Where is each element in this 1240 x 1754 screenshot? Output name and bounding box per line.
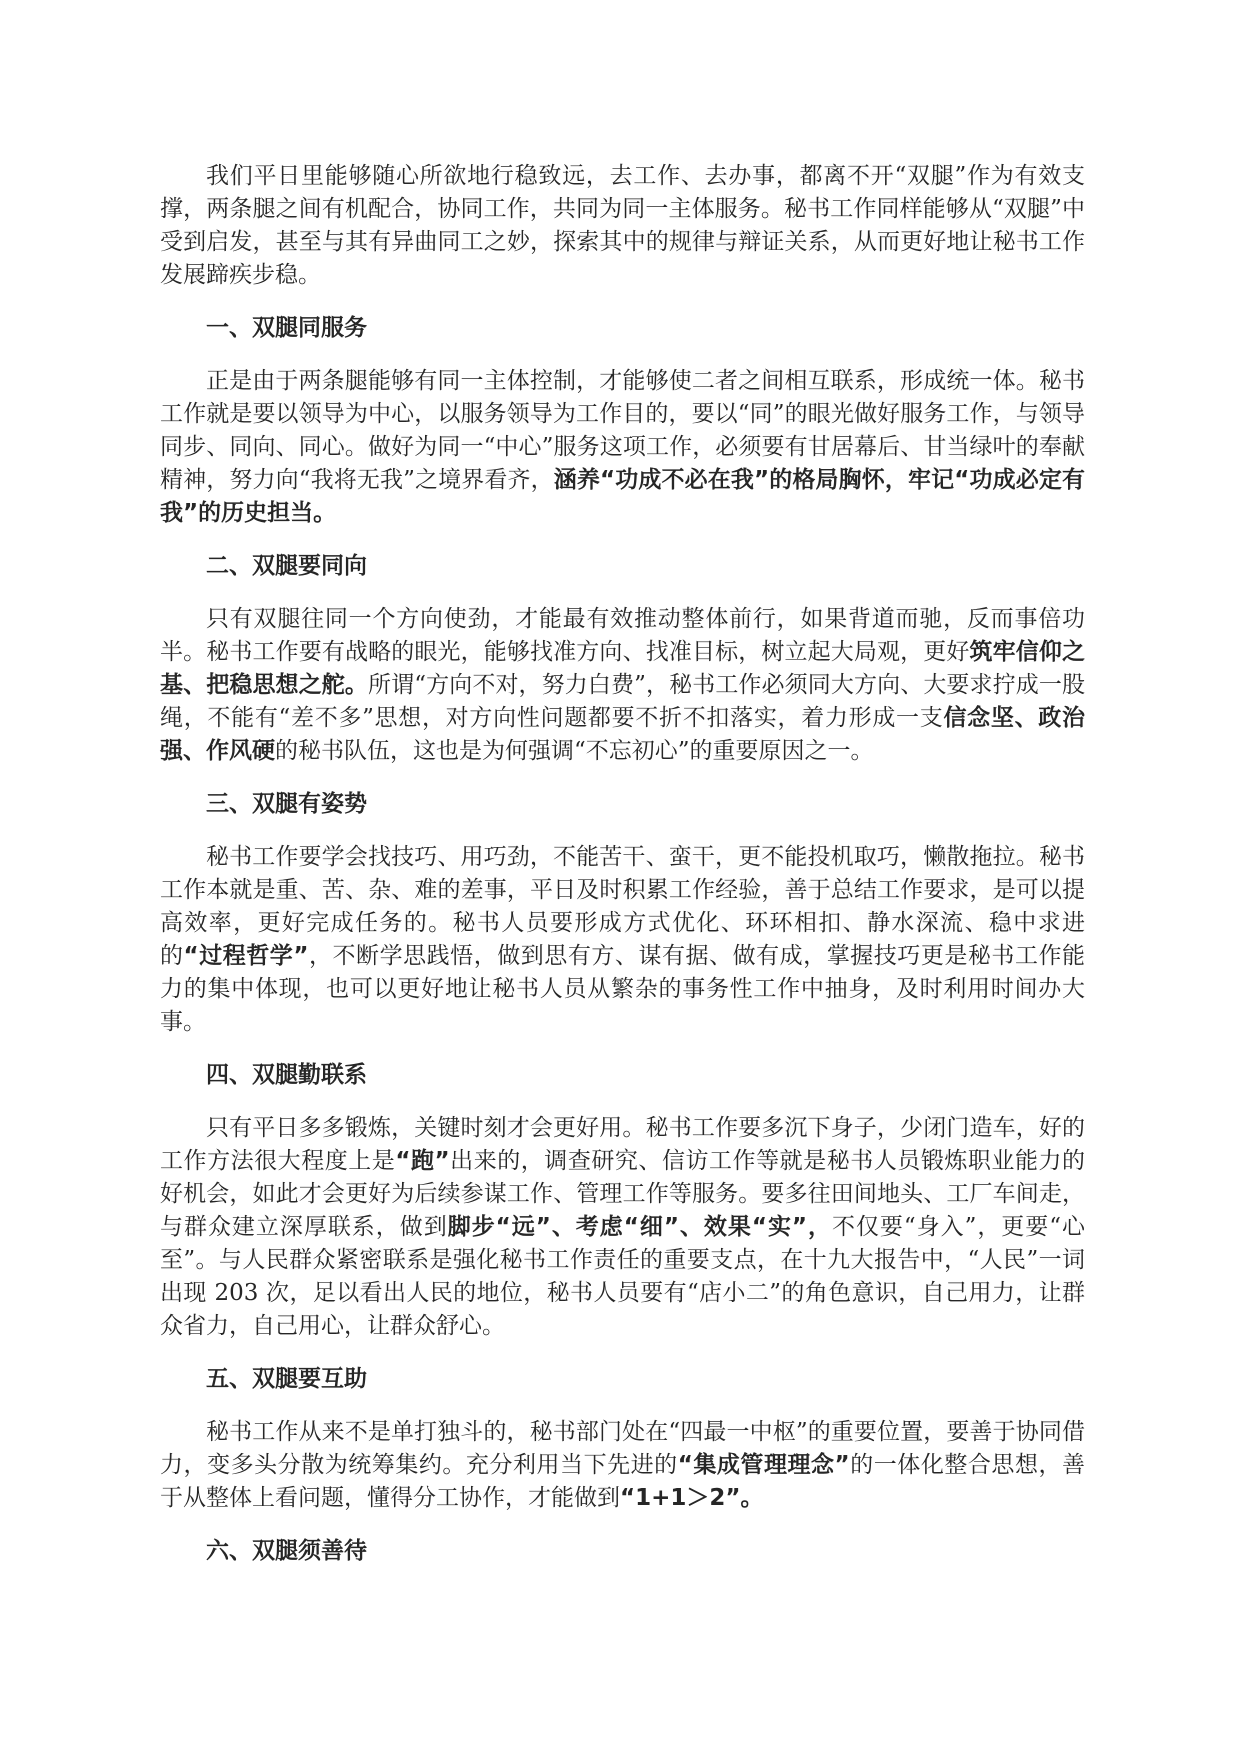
- section-3-text-1: 秘书工作要学会找技巧、用巧劲，不能苦干、蛮干，更不能投机取巧，懒散拖拉。秘书工作本就是重、苦、杂、难的差事，平日及时积累工作经验，善于总结工作要求，是可以提高效率，更好完成任务的。秘书人员要形成方式优化、环环相扣、静水深流、稳中求进的: [160, 844, 1085, 969]
- intro-text: 我们平日里能够随心所欲地行稳致远，去工作、去办事，都离不开“双腿”作为有效支撑，两条腿之间有机配合，协同工作，共同为同一主体服务。秘书工作同样能够从“双腿”中受到启发，甚至与其有异曲同工之妙，探索其中的规律与辩证关系，从而更好地让秘书工作发展蹄疾步稳。: [160, 163, 1085, 288]
- section-4-heading: 四、双腿勤联系: [206, 1062, 367, 1088]
- intro-paragraph: [160, 160, 1085, 292]
- section-5-bold-text-1: “集成管理理念”: [677, 1452, 850, 1478]
- section-1-paragraph: [160, 365, 1085, 530]
- section-3-paragraph: [160, 841, 1085, 1039]
- section-4-text-2: 出来的，调查研究、信访工作等就是秘书人员锻炼职业能力的好机会，如此才会更好为后续参谋工作、管理工作等服务。要多往田间地头、工厂车间走，与群众建立深厚联系，做到: [160, 1148, 1086, 1240]
- section-1-text: 正是由于两条腿能够有同一主体控制，才能够使二者之间相互联系，形成统一体。秘书工作就是要以领导为中心，以服务领导为工作目的，要以“同”的眼光做好服务工作，与领导同步、同向、同心。做好为同一“中心”服务这项工作，必须要有甘居幕后、甘当绿叶的奉献精神，努力向“我将无我”之境界看齐，: [160, 368, 1085, 493]
- section-2-bold-text-2: 信念坚、政治强、作风硬: [160, 705, 1085, 764]
- section-5-bold-text-2: “1+1＞2”。: [620, 1485, 764, 1511]
- section-6-heading: 六、双腿须善待: [206, 1538, 367, 1564]
- section-2-text-1: 只有双腿往同一个方向使劲，才能最有效推动整体前行，如果背道而驰，反而事倍功半。秘书工作要有战略的眼光，能够找准方向、找准目标，树立起大局观，更好: [160, 606, 1085, 665]
- section-5-text-1: 秘书工作从来不是单打独斗的，秘书部门处在“四最一中枢”的重要位置，要善于协同借力，变多头分散为统筹集约。充分利用当下先进的: [160, 1419, 1085, 1478]
- section-4-text-1: 只有平日多多锻炼，关键时刻才会更好用。秘书工作要多沉下身子，少闭门造车，好的工作方法很大程度上是: [160, 1115, 1085, 1174]
- section-2-text-2: 所谓“方向不对，努力白费”，秘书工作必须同大方向、大要求拧成一股绳，不能有“差不多”思想，对方向性问题都要不折不扣落实，着力形成一支: [160, 672, 1085, 731]
- section-5-text-2: 的一体化整合思想，善于从整体上看问题，懂得分工协作，才能做到: [160, 1452, 1086, 1511]
- section-2-text-3: 的秘书队伍，这也是为何强调“不忘初心”的重要原因之一。: [275, 738, 874, 764]
- section-1-heading: 一、双腿同服务: [206, 315, 367, 341]
- section-3-bold-text: “过程哲学”: [183, 943, 309, 969]
- section-5-heading: 五、双腿要互助: [206, 1366, 367, 1392]
- section-4-bold-text-1: “跑”: [395, 1148, 450, 1174]
- section-5-paragraph: [160, 1416, 1085, 1515]
- section-3-text-2: ，不断学思践悟，做到思有方、谋有据、做有成，掌握技巧更是秘书工作能力的集中体现，也可以更好地让秘书人员从繁杂的事务性工作中抽身，及时利用时间办大事。: [160, 943, 1086, 1035]
- section-2-paragraph: [160, 603, 1085, 768]
- section-2-bold-text-1: 筑牢信仰之基、把稳思想之舵。: [160, 639, 1086, 698]
- section-4-bold-text-2: 脚步“远”、考虑“细”、效果“实”，: [447, 1214, 832, 1240]
- section-1-bold-text: 涵养“功成不必在我”的格局胸怀，牢记“功成必定有我”的历史担当。: [160, 467, 1085, 526]
- section-2-heading: 二、双腿要同向: [206, 553, 367, 579]
- section-4-text-3: 不仅要“身入”，更要“心至”。与人民群众紧密联系是强化秘书工作责任的重要支点，在十九大报告中，“人民”一词出现 203 次，足以看出人民的地位，秘书人员要有“店小二”的角色意识，自己用力，让群众省力，自己用心，让群众舒心。: [160, 1214, 1085, 1339]
- section-4-paragraph: [160, 1112, 1085, 1343]
- document-page: [160, 160, 1085, 1588]
- section-3-heading: 三、双腿有姿势: [206, 791, 367, 817]
